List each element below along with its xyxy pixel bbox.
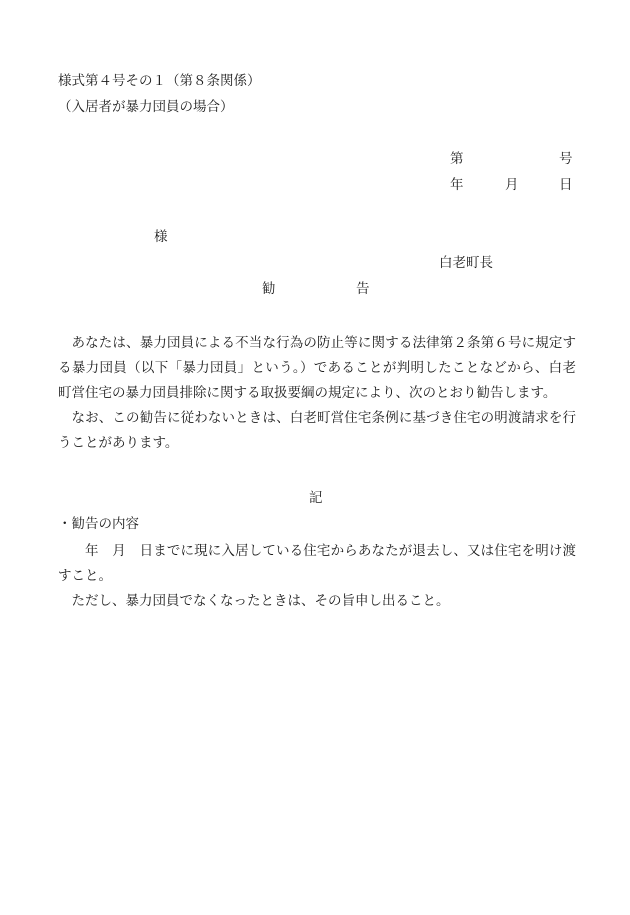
body-paragraph-1: あなたは、暴力団員による不当な行為の防止等に関する法律第２条第６号に規定する暴力団員（以下「暴力団員」という。）であることが判明したことなどから、白老町営住宅の暴力団員排除に関する取扱要綱の規定により、次のとおり勧告します。 — [58, 335, 576, 401]
issue-number-suffix: 号 — [559, 151, 573, 167]
issue-number-prefix: 第 — [450, 151, 464, 167]
addressee-honorific: 様 — [154, 229, 168, 245]
date-month: 月 — [505, 177, 519, 193]
record-item-note: ただし、暴力団員でなくなったときは、その旨申し出ること。 — [71, 593, 450, 609]
sender-title: 白老町長 — [439, 255, 493, 271]
title-char-2: 告 — [356, 281, 370, 297]
body-paragraph-2: なお、この勧告に従わないときは、白老町営住宅条例に基づき住宅の明渡請求を行うことがあります。 — [58, 410, 576, 451]
form-number: 様式第４号その１（第８条関係） — [58, 73, 261, 89]
title-char-1: 勧 — [262, 281, 276, 297]
record-item-title: ・勧告の内容 — [58, 516, 139, 532]
form-case: （入居者が暴力団員の場合） — [58, 99, 234, 115]
date-day: 日 — [559, 177, 573, 193]
record-heading: 記 — [309, 490, 323, 506]
date-year: 年 — [450, 177, 464, 193]
record-item-text: 年 月 日までに現に入居している住宅からあなたが退去し、又は住宅を明け渡すこと。 — [58, 543, 576, 584]
